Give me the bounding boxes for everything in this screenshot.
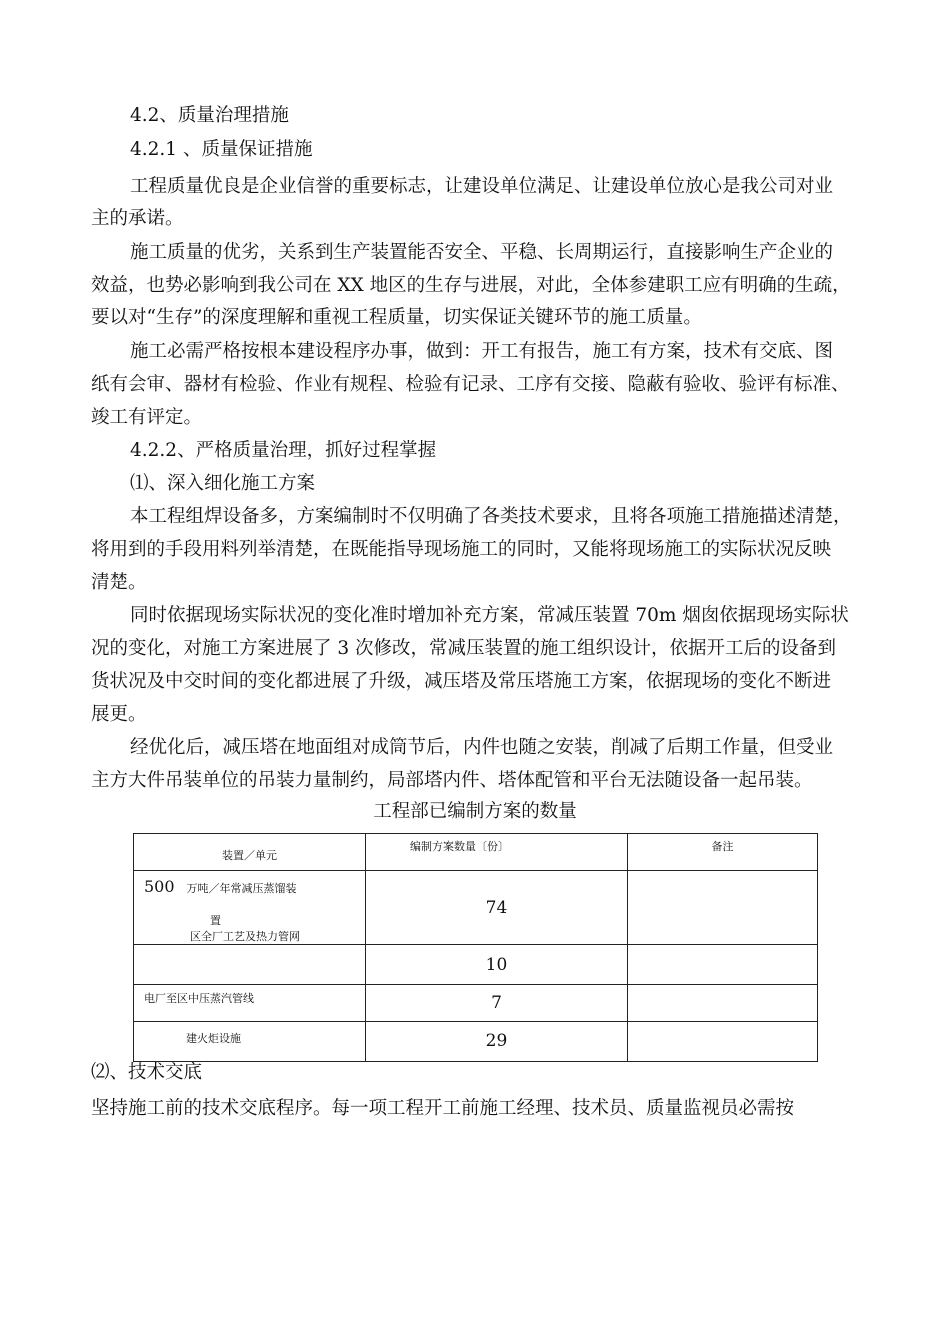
table-row	[134, 984, 818, 1021]
cell-note-1	[628, 871, 818, 945]
cell-count-1: 74	[366, 871, 628, 945]
paragraph-4-line-1: 本工程组焊设备多，方案编制时不仅明确了各类技术要求，且将各项施工措施描述清楚，	[130, 506, 852, 527]
paragraph-5-line-3: 货状况及中交时间的变化都进展了升级，减压塔及常压塔施工方案，依据现场的变化不断进	[91, 671, 832, 692]
unit-name-line-3: 区全厂工艺及热力管网	[190, 930, 300, 944]
cell-count-2: 10	[366, 945, 628, 984]
cell-note-3	[628, 984, 818, 1021]
paragraph-3-line-3: 竣工有评定。	[91, 407, 203, 428]
cell-note-4	[628, 1021, 818, 1061]
unit-capacity-number: 500	[144, 877, 175, 897]
plan-count-table	[133, 833, 818, 1062]
cell-note-2	[628, 945, 818, 984]
header-unit: 装置／单元	[134, 834, 366, 871]
heading-4-2: 4.2、质量治理措施	[130, 105, 289, 126]
paragraph-5-line-4: 展更。	[91, 704, 147, 725]
paragraph-3-line-1: 施工必需严格按根本建设程序办事，做到：开工有报告，施工有方案，技术有交底、图	[130, 341, 834, 362]
unit-name-line-2: 置	[210, 914, 221, 928]
table-row	[134, 945, 818, 984]
heading-4-2-2: 4.2.2、严格质量治理，抓好过程掌握	[130, 440, 437, 461]
paragraph-6-line-2: 主方大件吊装单位的吊装力量制约，局部塔内件、塔体配管和平台无法随设备一起吊装。	[91, 770, 813, 791]
header-plan-count: 编制方案数量〔份〕	[366, 834, 628, 871]
header-note: 备注	[628, 834, 818, 871]
list-item-2: ⑵、技术交底	[91, 1062, 203, 1083]
list-item-1: ⑴、深入细化施工方案	[130, 473, 316, 494]
paragraph-4-line-3: 清楚。	[91, 572, 147, 593]
paragraph-7-line-1: 坚持施工前的技术交底程序。每一项工程开工前施工经理、技术员、质量监视员必需按	[91, 1098, 795, 1119]
unit-name-line-1: 万吨／年常减压蒸馏装	[186, 882, 297, 896]
paragraph-3-line-2: 纸有会审、器材有检验、作业有规程、检验有记录、工序有交接、隐蔽有验收、验评有标准、	[91, 374, 850, 395]
paragraph-6-line-1: 经优化后，减压塔在地面组对成筒节后，内件也随之安装，削减了后期工作量，但受业	[130, 737, 834, 758]
cell-unit-4	[134, 1021, 366, 1061]
cell-unit-1	[134, 871, 366, 945]
paragraph-2-line-2: 效益，也势必影响到我公司在 XX 地区的生存与进展，对此，全体参建职工应有明确的生疏，	[91, 275, 851, 296]
unit-name-3: 电厂至区中压蒸汽管线	[144, 991, 254, 1005]
paragraph-2-line-1: 施工质量的优劣，关系到生产装置能否安全、平稳、长周期运行，直接影响生产企业的	[130, 242, 834, 263]
cell-count-4: 29	[366, 1021, 628, 1061]
paragraph-1-line-1: 工程质量优良是企业信誉的重要标志，让建设单位满足、让建设单位放心是我公司对业	[130, 176, 834, 197]
cell-unit-2	[134, 945, 366, 984]
table-row	[134, 1021, 818, 1061]
paragraph-1-line-2: 主的承诺。	[91, 208, 184, 229]
unit-name-4: 建火炬设施	[186, 1031, 241, 1045]
table-caption: 工程部已编制方案的数量	[373, 801, 577, 822]
paragraph-2-line-3: 要以对“生存”的深度理解和重视工程质量，切实保证关键环节的施工质量。	[91, 307, 702, 328]
paragraph-5-line-1: 同时依据现场实际状况的变化准时增加补充方案，常减压装置 70m 烟囱依据现场实际状	[130, 605, 849, 626]
heading-4-2-1: 4.2.1 、质量保证措施	[130, 139, 313, 160]
paragraph-4-line-2: 将用到的手段用料列举清楚，在既能指导现场施工的同时，又能将现场施工的实际状况反映	[91, 539, 832, 560]
paragraph-5-line-2: 况的变化，对施工方案进展了 3 次修改，常减压装置的施工组织设计，依据开工后的设备到	[91, 638, 837, 659]
cell-unit-3	[134, 984, 366, 1021]
table-row	[134, 871, 818, 945]
table-header-row	[134, 834, 818, 871]
cell-count-3: 7	[366, 984, 628, 1021]
